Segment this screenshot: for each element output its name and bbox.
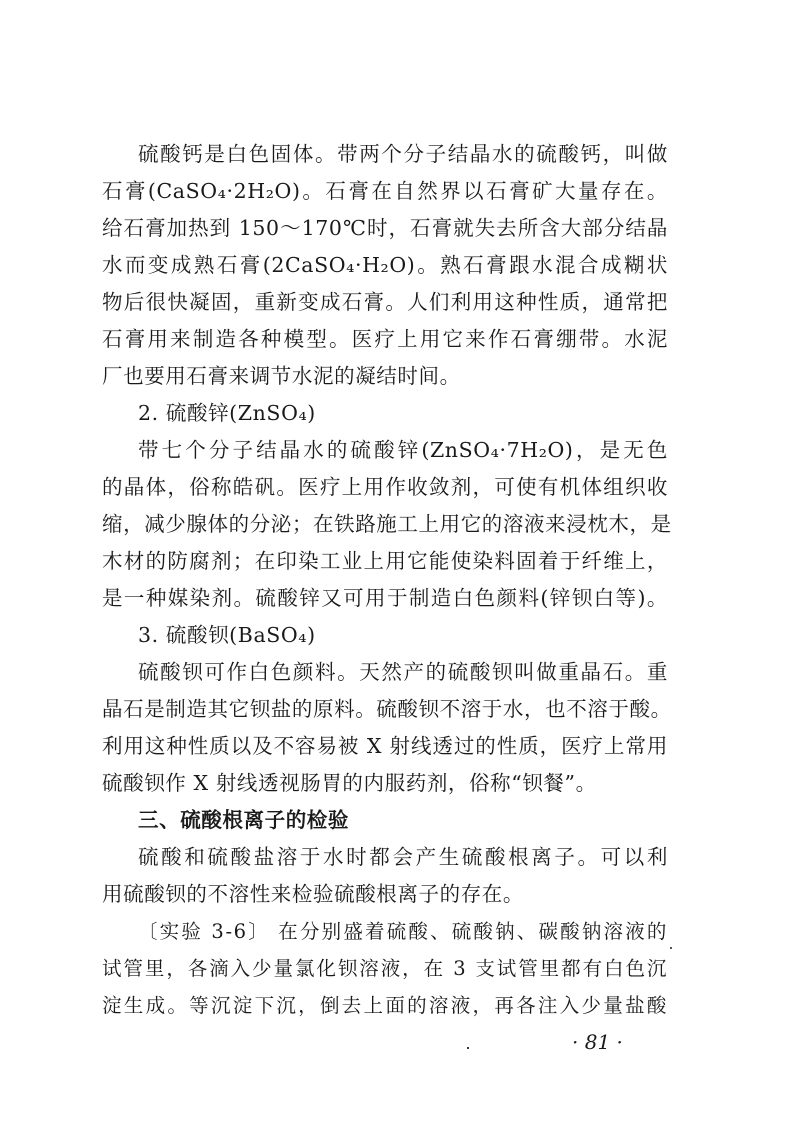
text-line: 石膏用来制造各种模型。医疗上用它来作石膏绷带。水泥 (102, 327, 668, 351)
experiment-line: 淀生成。等沉淀下沉，倒去上面的溶液，再各注入少量盐酸 (102, 994, 668, 1017)
text-line: 水而变成熟石膏(2CaSO₄·H₂O)。熟石膏跟水混合成糊状 (102, 253, 668, 277)
section-heading: 三、硫酸根离子的检验 (138, 808, 349, 832)
text-line: 给石膏加热到 150～170℃时，石膏就失去所含大部分结晶 (102, 216, 668, 240)
text-line: 缩，减少腺体的分泌；在铁路施工上用它的溶液来浸枕木，是 (102, 512, 672, 536)
subsection-title-baso4: 3. 硫酸钡(BaSO₄) (138, 623, 316, 647)
text-line: 硫酸和硫酸盐溶于水时都会产生硫酸根离子。可以利 (138, 845, 668, 869)
text-line: 是一种媒染剂。硫酸锌又可用于制造白色颜料(锌钡白等)。 (102, 586, 668, 610)
text-line: 晶石是制造其它钡盐的原料。硫酸钡不溶于水，也不溶于酸。 (102, 697, 672, 721)
scan-speck (467, 1047, 469, 1049)
text-line: 木材的防腐剂；在印染工业上用它能使染料固着于纤维上， (102, 549, 668, 573)
subsection-title-znso4: 2. 硫酸锌(ZnSO₄) (138, 401, 316, 425)
page-number: · 81 · (572, 1030, 623, 1054)
text-line: 石膏(CaSO₄·2H₂O)。石膏在自然界以石膏矿大量存在。 (102, 179, 668, 203)
experiment-line: 〔实验 3-6〕 在分别盛着硫酸、硫酸钠、碳酸钠溶液的 (138, 920, 668, 943)
text-line: 硫酸钡作 X 射线透视肠胃的内服药剂，俗称“钡餐”。 (102, 771, 597, 795)
page-body (102, 136, 672, 1024)
text-line: 的晶体，俗称皓矾。医疗上用作收敛剂，可使有机体组织收 (102, 475, 668, 499)
experiment-line: 试管里，各滴入少量氯化钡溶液，在 3 支试管里都有白色沉 (102, 957, 668, 980)
text-line: 厂也要用石膏来调节水泥的凝结时间。 (102, 364, 461, 388)
text-line: 硫酸钙是白色固体。带两个分子结晶水的硫酸钙，叫做 (138, 142, 668, 166)
text-line: 用硫酸钡的不溶性来检验硫酸根离子的存在。 (102, 882, 524, 906)
text-line: 带七个分子结晶水的硫酸锌(ZnSO₄·7H₂O)，是无色 (138, 438, 668, 462)
scan-speck (670, 947, 672, 949)
text-line: 硫酸钡可作白色颜料。天然产的硫酸钡叫做重晶石。重 (138, 660, 668, 684)
text-line: 物后很快凝固，重新变成石膏。人们利用这种性质，通常把 (102, 290, 668, 314)
text-line: 利用这种性质以及不容易被 X 射线透过的性质，医疗上常用 (102, 734, 668, 758)
